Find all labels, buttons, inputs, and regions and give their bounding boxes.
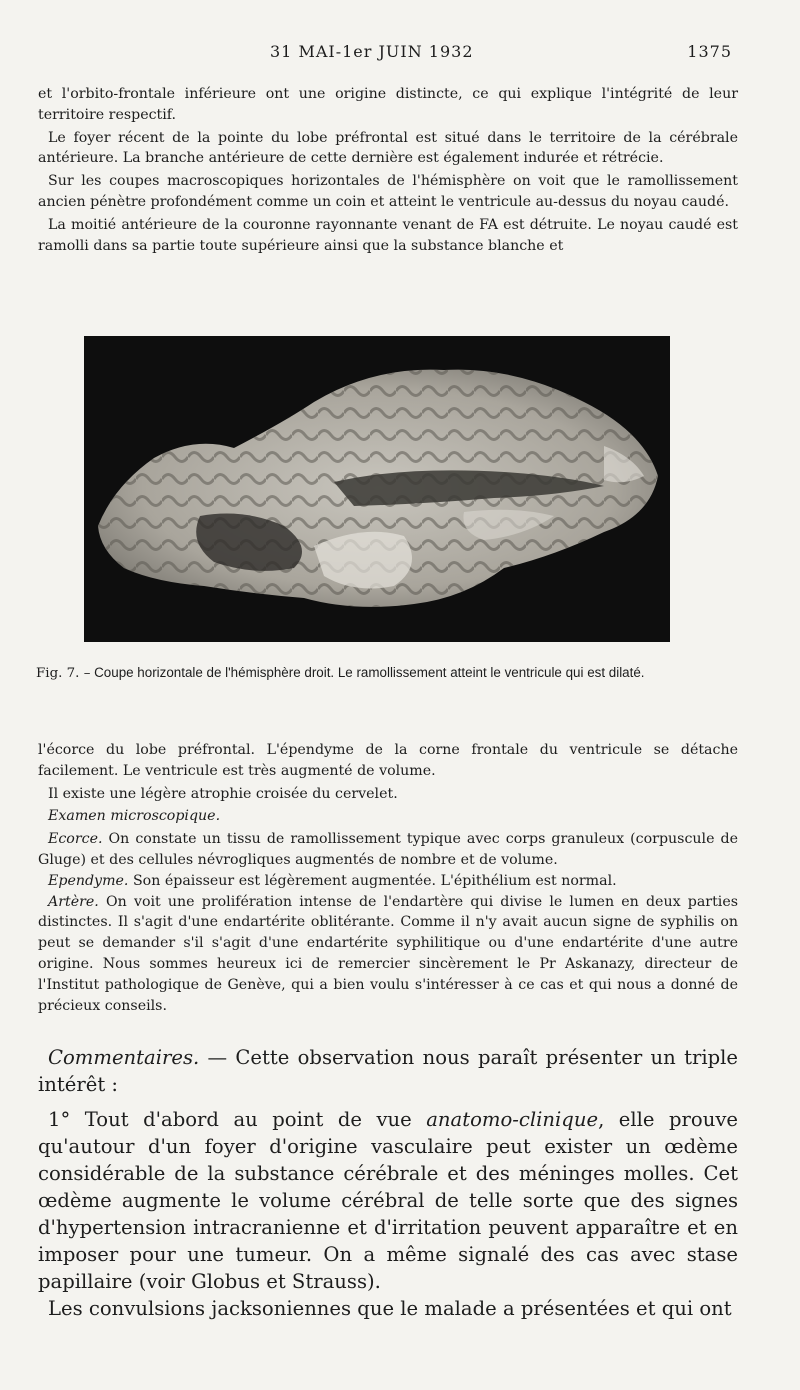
section-heading: Examen microscopique. [48, 808, 221, 825]
point-prefix: 1° Tout d'abord au point de vue [48, 1108, 427, 1131]
brain-section-photograph [84, 336, 670, 642]
after-figure-text [38, 740, 738, 1016]
item-term: Artère. [48, 893, 99, 910]
paragraph: La moitié antérieure de la couronne rayonnante venant de FA est détruite. Le noyau caudé est ramolli dans sa partie toute supérieure ainsi que la substance blanche et [38, 216, 738, 254]
paragraph [38, 1044, 738, 1098]
paragraph: Le foyer récent de la pointe du lobe préfrontal est situé dans le territoire de la cérébrale antérieure. La branche antérieure de cette dernière est également indurée et rétrécie. [38, 129, 738, 167]
paragraph [38, 871, 738, 892]
running-head [0, 42, 800, 66]
paragraph [38, 892, 738, 1017]
page-number: 1375 [687, 42, 732, 61]
commentary-label: Commentaires. [48, 1046, 200, 1069]
paragraph [38, 1106, 738, 1295]
commentary-intro: — Cette observation nous paraît présenter un triple intérêt : [38, 1046, 738, 1096]
commentary-text [38, 1044, 738, 1322]
paragraph: et l'orbito-frontale inférieure ont une origine distincte, ce qui explique l'intégrité de leur territoire respectif. [38, 86, 738, 123]
item-term: Ecorce. [48, 831, 103, 848]
item-text: On constate un tissu de ramollissement typique avec corps granuleux (corpuscule de Gluge) et des cellules névrogliques augmentés de nombre et de volume. [38, 831, 738, 868]
paragraph: Sur les coupes macroscopiques horizontales de l'hémisphère on voit que le ramollissement ancien pénètre profondément comme un coin et atteint le ventricule au-dessus du noyau caudé. [38, 173, 738, 210]
paragraph: Les convulsions jacksoniennes que le malade a présentées et qui ont [48, 1297, 732, 1320]
figure-caption-text: Coupe horizontale de l'hémisphère droit. Le ramollissement atteint le ventricule qui est dilaté. [94, 665, 645, 680]
point-text: , elle prouve qu'autour d'un foyer d'origine vasculaire peut exister un œdème considérable de la substance cérébrale et des méninges molles. Cet œdème augmente le volume cérébral de telle sorte que des signes d'hypertension intracranienne et d'irritation peuvent apparaître et en imposer pour une tumeur. On a même signalé des cas avec stase papillaire (voir Globus et Strauss). [38, 1108, 738, 1293]
figure-caption [36, 664, 756, 683]
item-term: Ependyme. [48, 872, 129, 889]
figure-caption-label: Fig. 7. – [36, 666, 91, 681]
paragraph [38, 829, 738, 871]
item-text: On voit une prolifération intense de l'endartère qui divise le lumen en deux parties distinctes. Il s'agit d'une endartérite oblitérante. Comme il n'y avait aucun signe de syphilis on peut se demander s'il s'agit d'une endartérite syphilitique ou d'une endartérite d'une autre origine. Nous sommes heureux ici de remercier sincèrement le Pr Askanazy, directeur de l'Institut pathologique de Genève, qui a bien voulu s'intéresser à ce cas et qui nous a donné de précieux conseils. [38, 893, 738, 1014]
point-emphasis: anatomo-clinique [426, 1108, 599, 1131]
intro-text [38, 84, 738, 256]
brain-section-illustration [84, 336, 670, 642]
item-text: Son épaisseur est légèrement augmentée. L'épithélium est normal. [128, 872, 617, 889]
running-head-date: 31 MAI-1er JUIN 1932 [270, 42, 474, 61]
paragraph: l'écorce du lobe préfrontal. L'épendyme de la corne frontale du ventricule se détache facilement. Le ventricule est très augmenté de volume. [38, 742, 738, 779]
paragraph: Il existe une légère atrophie croisée du cervelet. [48, 785, 398, 802]
